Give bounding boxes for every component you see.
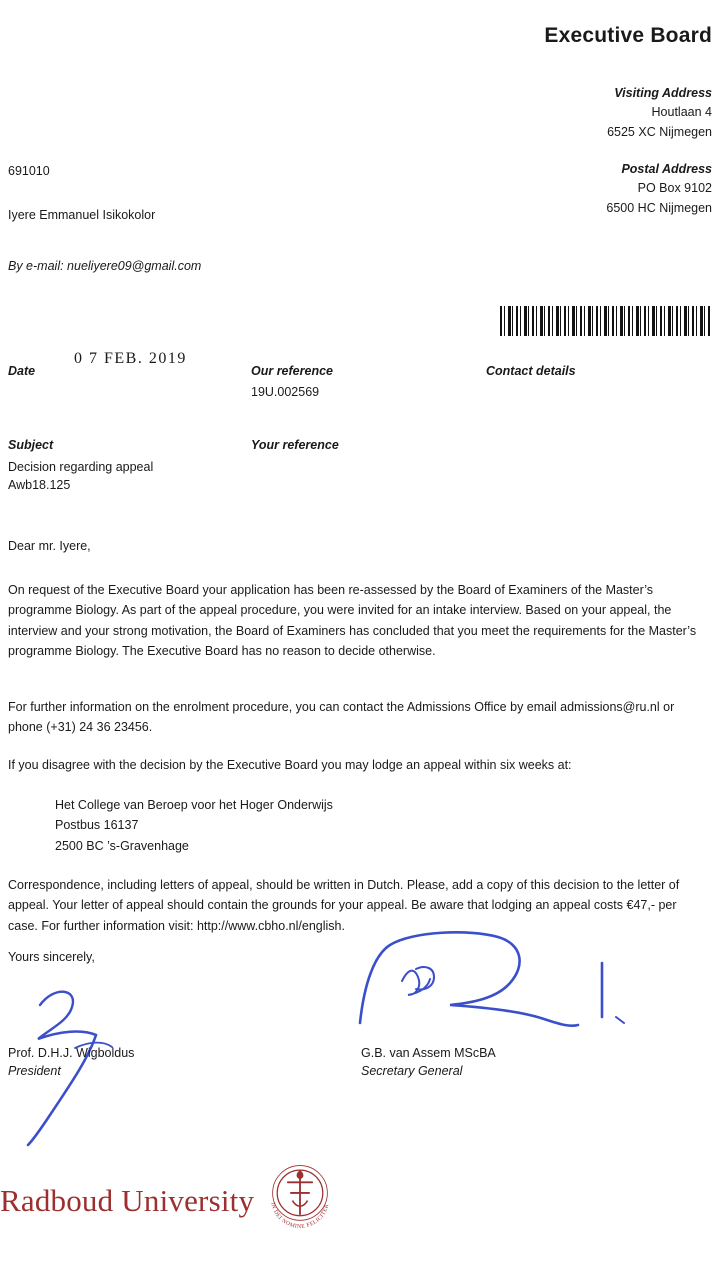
radboud-university-logo: Radboud University — [0, 1183, 255, 1218]
page-title: Executive Board — [544, 24, 712, 47]
subject-value — [8, 458, 153, 494]
subject-label: Subject — [8, 438, 54, 452]
signatory-right-role: Secretary General — [361, 1064, 463, 1079]
signatory-left-role: President — [8, 1064, 61, 1079]
recipient-block — [8, 161, 155, 225]
visiting-address-line2: 6525 XC Nijmegen — [607, 124, 712, 139]
signatory-left — [8, 1044, 134, 1080]
university-seal-icon — [262, 1153, 338, 1239]
postal-address-line2: 6500 HC Nijmegen — [606, 200, 712, 215]
subject-line2: Awb18.125 — [8, 478, 71, 493]
date-stamp: 0 7 FEB. 2019 — [74, 350, 187, 367]
signatory-right-name: G.B. van Assem MScBA — [361, 1046, 496, 1060]
signatory-left-name: Prof. D.H.J. Wigboldus — [8, 1046, 135, 1060]
date-label: Date — [8, 364, 36, 378]
visiting-address-block — [607, 84, 712, 142]
postal-address-block — [606, 160, 712, 218]
closing-line: Yours sincerely, — [8, 950, 95, 964]
our-reference-value: 19U.002569 — [251, 385, 320, 399]
subject-line1: Decision regarding appeal — [8, 460, 154, 474]
postal-address-label: Postal Address — [621, 162, 712, 176]
visiting-address-label: Visiting Address — [614, 86, 712, 100]
seal-motto: IN DEI NOMINE FELICITER — [269, 1201, 331, 1230]
our-reference-label: Our reference — [251, 364, 333, 378]
your-reference-label: Your reference — [251, 438, 339, 452]
body-paragraph-3: If you disagree with the decision by the Executive Board you may lodge an appeal within six weeks at: — [8, 758, 572, 772]
signature-right-icon — [330, 925, 650, 1055]
recipient-name: Iyere Emmanuel Isikokolor — [8, 208, 156, 222]
salutation: Dear mr. Iyere, — [8, 539, 91, 553]
postal-address-line1: PO Box 9102 — [637, 181, 712, 196]
visiting-address-line1: Houtlaan 4 — [651, 105, 712, 120]
recipient-email-note: By e-mail: nueliyere09@gmail.com — [8, 259, 202, 273]
appeal-address-block — [55, 795, 333, 856]
body-paragraph-2: For further information on the enrolment procedure, you can contact the Admissions Office by email admissions@ru.nl or phone (+31) 24 36 23456. — [8, 700, 675, 735]
signatory-right — [361, 1044, 496, 1080]
body-paragraph-4: Correspondence, including letters of appeal, should be written in Dutch. Please, add a copy of this decision to the letter of appeal. Your letter of appeal should contain the grounds for your appeal. Be aware that lodging an appeal costs €47,- per case. For further information visit: http://www.cbho.nl/english. — [8, 878, 680, 933]
recipient-number: 691010 — [8, 164, 50, 178]
appeal-address-line3: 2500 BC ’s-Gravenhage — [55, 838, 189, 853]
body-paragraph-1: On request of the Executive Board your application has been re-assessed by the Board of Examiners of the Master’s programme Biology. As part of the appeal procedure, you were invited for an intake interview. Based on your appeal, the interview and your strong motivation, the Board of Examiners has concluded that you meet the requirements for the Master’s programme Biology. The Executive Board has no reason to decide otherwise. — [8, 583, 697, 658]
appeal-address-line2: Postbus 16137 — [55, 818, 139, 833]
contact-details-label: Contact details — [486, 364, 576, 378]
appeal-address-line1: Het College van Beroep voor het Hoger Onderwijs — [55, 798, 333, 812]
barcode-image — [500, 306, 712, 336]
